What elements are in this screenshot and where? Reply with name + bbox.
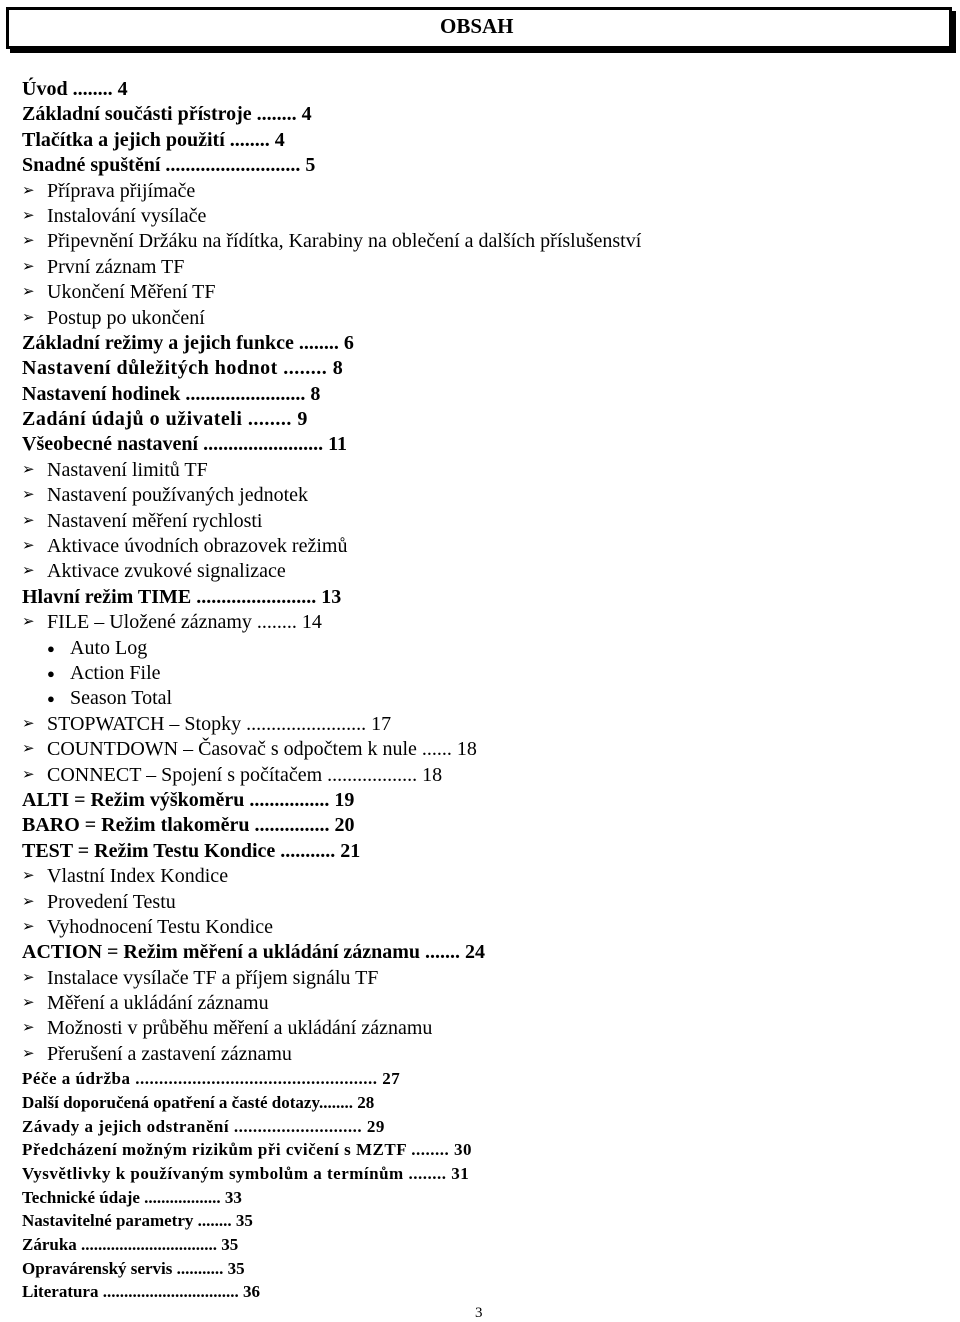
toc-entry-text: Měření a ukládání záznamu <box>47 992 269 1015</box>
toc-entry-text: Tlačítka a jejich použití ........ 4 <box>22 128 285 151</box>
toc-entry <box>22 839 922 864</box>
toc-entry-text: Příprava přijímače <box>47 179 196 202</box>
page-title: OBSAH <box>440 14 514 38</box>
toc-entry <box>22 1067 922 1091</box>
toc-entry-text: Nastavení hodinek ........................ 8 <box>22 382 321 405</box>
toc-entry <box>22 483 922 508</box>
toc-entry <box>22 661 922 686</box>
arrow-bullet-icon: ➢ <box>22 715 35 732</box>
toc-entry <box>22 432 922 457</box>
arrow-bullet-icon: ➢ <box>22 284 35 301</box>
toc-entry-text: Vyhodnocení Testu Kondice <box>47 915 273 938</box>
arrow-bullet-icon: ➢ <box>22 969 35 986</box>
toc-entry <box>22 356 922 381</box>
toc-entry-text: Hlavní režim TIME ........................ 13 <box>22 585 342 608</box>
toc-entry-text: Aktivace úvodních obrazovek režimů <box>47 535 348 558</box>
toc-entry-text: Nastavení používaných jednotek <box>47 484 309 507</box>
toc-entry <box>22 204 922 229</box>
toc-entry <box>22 610 922 635</box>
toc-entry-text: Aktivace zvukové signalizace <box>47 560 286 583</box>
toc-entry-text: Předcházení možným rizikům při cvičení s MZTF ........ 30 <box>22 1140 472 1160</box>
arrow-bullet-icon: ➢ <box>22 487 35 504</box>
toc-entry <box>22 306 922 331</box>
toc-entry-text: První záznam TF <box>47 255 185 278</box>
toc-entry-text: Nastavitelné parametry ........ 35 <box>22 1211 253 1231</box>
toc-entry-text: STOPWATCH – Stopky ........................ 17 <box>47 712 392 735</box>
toc-entry-text: Závady a jejich odstranění ........................... 29 <box>22 1116 385 1136</box>
toc-entry-text: Vysvětlivky k používaným symbolům a termínům ........ 31 <box>22 1163 470 1183</box>
table-of-contents <box>22 77 922 1304</box>
toc-entry-text: Auto Log <box>70 636 148 659</box>
toc-entry-text: Postup po ukončení <box>47 306 205 329</box>
toc-entry-text: Záruka ................................ 35 <box>22 1235 239 1255</box>
toc-entry-text: Další doporučená opatření a časté dotazy........ 28 <box>22 1092 375 1112</box>
toc-entry <box>22 1233 922 1257</box>
toc-entry <box>22 559 922 584</box>
dot-bullet-icon: ● <box>47 691 55 707</box>
toc-entry-text: Péče a údržba ................................................... 27 <box>22 1069 401 1089</box>
arrow-bullet-icon: ➢ <box>22 614 35 631</box>
toc-entry <box>22 280 922 305</box>
arrow-bullet-icon: ➢ <box>22 182 35 199</box>
toc-entry-text: Všeobecné nastavení ........................ 11 <box>22 433 347 456</box>
toc-entry <box>22 763 922 788</box>
arrow-bullet-icon: ➢ <box>22 461 35 478</box>
arrow-bullet-icon: ➢ <box>22 1045 35 1062</box>
toc-entry <box>22 940 922 965</box>
arrow-bullet-icon: ➢ <box>22 868 35 885</box>
toc-entry-text: Základní součásti přístroje ........ 4 <box>22 103 312 126</box>
toc-entry <box>22 1162 922 1186</box>
toc-entry <box>22 712 922 737</box>
arrow-bullet-icon: ➢ <box>22 918 35 935</box>
toc-entry-text: FILE – Uložené záznamy ........ 14 <box>47 611 322 634</box>
dot-bullet-icon: ● <box>47 665 55 681</box>
arrow-bullet-icon: ➢ <box>22 995 35 1012</box>
dot-bullet-icon: ● <box>47 640 55 656</box>
toc-entry-text: ACTION = Režim měření a ukládání záznamu ....... 24 <box>22 941 486 964</box>
toc-entry-text: Instalace vysílače TF a příjem signálu TF <box>47 966 379 989</box>
toc-entry-text: Nastavení měření rychlosti <box>47 509 263 532</box>
toc-entry <box>22 1257 922 1281</box>
toc-entry-text: Season Total <box>70 687 173 710</box>
toc-entry <box>22 813 922 838</box>
toc-entry-text: Snadné spuštění ........................... 5 <box>22 154 316 177</box>
arrow-bullet-icon: ➢ <box>22 538 35 555</box>
toc-entry <box>22 1016 922 1041</box>
toc-entry-text: TEST = Režim Testu Kondice ........... 21 <box>22 839 361 862</box>
arrow-bullet-icon: ➢ <box>22 563 35 580</box>
toc-entry <box>22 128 922 153</box>
toc-entry-text: Ukončení Měření TF <box>47 281 216 304</box>
toc-entry <box>22 686 922 711</box>
toc-entry-text: Technické údaje .................. 33 <box>22 1187 242 1207</box>
toc-entry <box>22 1138 922 1162</box>
arrow-bullet-icon: ➢ <box>22 309 35 326</box>
arrow-bullet-icon: ➢ <box>22 893 35 910</box>
toc-entry-text: Zadání údajů o uživateli ........ 9 <box>22 408 308 431</box>
arrow-bullet-icon: ➢ <box>22 233 35 250</box>
toc-entry <box>22 534 922 559</box>
toc-entry <box>22 1280 922 1304</box>
toc-entry-text: Úvod ........ 4 <box>22 78 128 100</box>
toc-entry-text: BARO = Režim tlakoměru ............... 20 <box>22 814 355 837</box>
toc-entry-text: Action File <box>70 661 161 684</box>
toc-entry-text: Literatura ................................ 36 <box>22 1282 260 1302</box>
toc-entry <box>22 636 922 661</box>
arrow-bullet-icon: ➢ <box>22 741 35 758</box>
toc-entry <box>22 153 922 178</box>
toc-entry <box>22 509 922 534</box>
toc-entry <box>22 966 922 991</box>
toc-entry <box>22 915 922 940</box>
toc-entry <box>22 864 922 889</box>
toc-entry <box>22 788 922 813</box>
toc-entry <box>22 407 922 432</box>
toc-entry <box>22 737 922 762</box>
toc-entry <box>22 331 922 356</box>
toc-entry <box>22 1042 922 1067</box>
toc-entry <box>22 1115 922 1139</box>
toc-entry <box>22 890 922 915</box>
toc-entry-text: COUNTDOWN – Časovač s odpočtem k nule ...... 18 <box>47 738 477 761</box>
toc-entry-text: Opravárenský servis ........... 35 <box>22 1258 245 1278</box>
toc-entry-text: Základní režimy a jejich funkce ........ 6 <box>22 331 354 354</box>
toc-entry <box>22 382 922 407</box>
toc-entry <box>22 458 922 483</box>
toc-entry <box>22 991 922 1016</box>
toc-entry <box>22 1091 922 1115</box>
toc-entry <box>22 102 922 127</box>
toc-entry-text: Přerušení a zastavení záznamu <box>47 1042 292 1065</box>
toc-entry-text: Instalování vysílače <box>47 204 207 227</box>
toc-entry <box>22 229 922 254</box>
toc-entry-text: Možnosti v průběhu měření a ukládání záznamu <box>47 1017 433 1040</box>
toc-entry <box>22 1186 922 1210</box>
toc-entry <box>22 255 922 280</box>
arrow-bullet-icon: ➢ <box>22 766 35 783</box>
page-number: 3 <box>475 1305 483 1321</box>
arrow-bullet-icon: ➢ <box>22 1020 35 1037</box>
toc-entry-text: ALTI = Režim výškoměru ................ 19 <box>22 788 355 811</box>
toc-entry-text: Nastavení důležitých hodnot ........ 8 <box>22 357 344 380</box>
toc-entry <box>22 585 922 610</box>
toc-entry-text: Provedení Testu <box>47 890 176 913</box>
toc-entry-text: Vlastní Index Kondice <box>47 865 229 888</box>
toc-entry <box>22 1209 922 1233</box>
toc-entry-text: CONNECT – Spojení s počítačem .................. 18 <box>47 763 443 786</box>
toc-entry-text: Připevnění Držáku na řídítka, Karabiny na oblečení a dalších příslušenství <box>47 230 642 253</box>
toc-entry-text: Nastavení limitů TF <box>47 458 208 481</box>
toc-entry <box>22 179 922 204</box>
arrow-bullet-icon: ➢ <box>22 512 35 529</box>
arrow-bullet-icon: ➢ <box>22 207 35 224</box>
toc-entry <box>22 77 922 102</box>
arrow-bullet-icon: ➢ <box>22 258 35 275</box>
